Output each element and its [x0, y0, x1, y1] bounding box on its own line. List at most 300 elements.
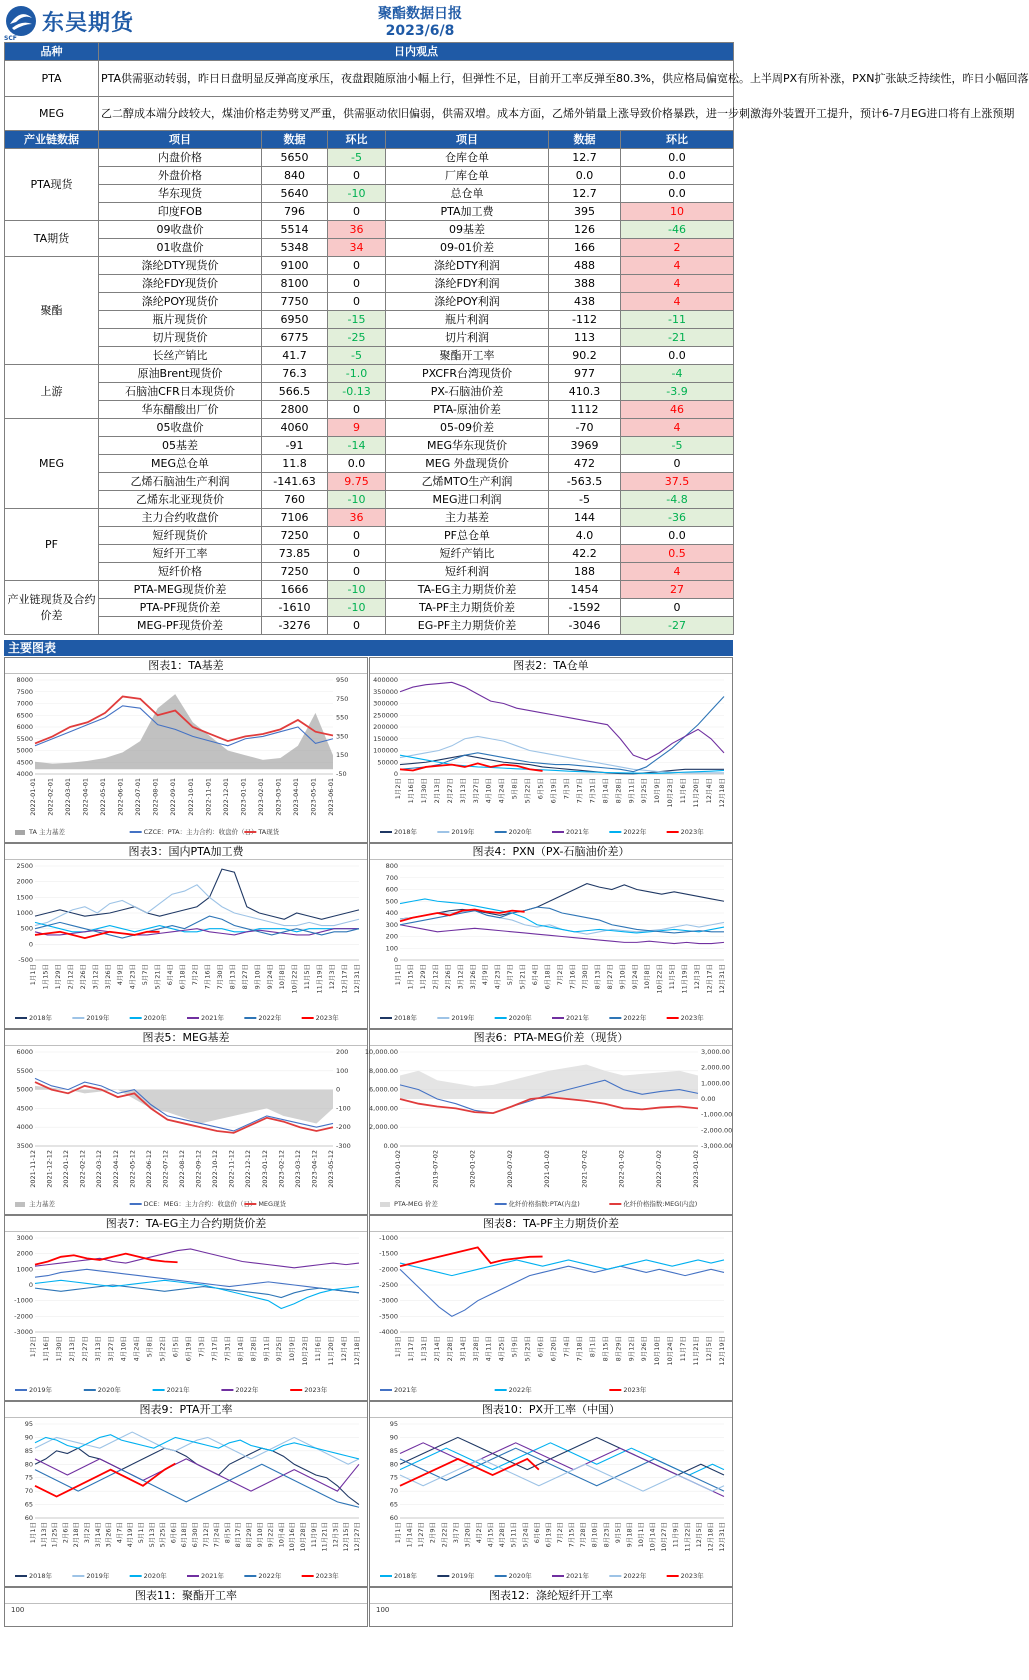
- y2-tick-label: 950: [336, 676, 349, 684]
- y-tick-label: 70: [389, 1487, 398, 1496]
- value-cell: 2800: [262, 401, 328, 419]
- item-cell: 涤纶FDY利润: [386, 275, 549, 293]
- item-cell: 短纤利润: [386, 563, 549, 581]
- chart-panel: [4, 843, 368, 1029]
- value-cell: 6775: [262, 329, 328, 347]
- x-tick-label: 6月4日: [531, 964, 540, 986]
- y2-tick-label: 550: [336, 713, 349, 722]
- x-tick-label: 2023-05-12: [327, 1150, 335, 1188]
- item-cell: 华东醋酸出厂价: [99, 401, 262, 419]
- change-cell: 27: [621, 581, 734, 599]
- change-cell: 4: [621, 275, 734, 293]
- x-tick-label: 2月9日: [428, 1522, 437, 1544]
- series-line: [400, 682, 724, 760]
- y-tick-label: 85: [24, 1446, 33, 1455]
- group-name: MEG: [5, 419, 99, 509]
- table-row: [5, 545, 734, 563]
- x-tick-label: 7月16日: [568, 964, 577, 990]
- value-cell: 7750: [262, 293, 328, 311]
- x-tick-label: 6月6日: [169, 1522, 178, 1544]
- y-tick-label: 60: [24, 1514, 33, 1522]
- x-tick-label: 8月5日: [223, 1522, 232, 1544]
- item-cell: PX-石脑油价差: [386, 383, 549, 401]
- chart-svg: [5, 674, 367, 842]
- y-tick-label: 4500: [16, 758, 33, 767]
- chart-title: 图表9：PTA开工率: [5, 1402, 367, 1418]
- x-tick-label: 4月25日: [497, 1336, 506, 1362]
- legend-label: 2021年: [201, 1014, 225, 1022]
- y-tick-label: 600: [385, 885, 398, 894]
- item-cell: 乙烯石脑油生产利润: [99, 473, 262, 491]
- x-tick-label: 2023-01-02: [692, 1150, 700, 1188]
- y-tick-label: 80: [24, 1460, 33, 1469]
- x-tick-label: 7月2日: [556, 1522, 564, 1544]
- x-tick-label: 6月20日: [549, 1336, 558, 1362]
- x-tick-label: 9月11日: [262, 1336, 271, 1362]
- y-tick-label: 95: [389, 1420, 398, 1428]
- section-title: 主要图表: [4, 640, 733, 656]
- x-tick-label: 7月30日: [580, 964, 589, 990]
- value-cell: 566.5: [262, 383, 328, 401]
- item-cell: 09收盘价: [99, 221, 262, 239]
- value-cell: 1454: [549, 581, 621, 599]
- y-tick-label: 4500: [16, 1104, 33, 1113]
- table-row: [5, 419, 734, 437]
- x-tick-label: 3月27日: [106, 1336, 115, 1362]
- y-tick-label: 75: [24, 1473, 33, 1482]
- x-tick-label: 8月1日: [588, 1336, 597, 1358]
- value-cell: 7250: [262, 527, 328, 545]
- x-tick-label: 7月31日: [223, 1336, 232, 1362]
- legend-label: 2021年: [566, 1572, 590, 1580]
- x-tick-label: 2022-11-01: [204, 778, 213, 816]
- x-tick-label: 11月9日: [309, 1522, 318, 1548]
- change-cell: 4: [621, 563, 734, 581]
- x-tick-label: 3月2日: [83, 1522, 91, 1544]
- chart-svg: [5, 1418, 367, 1586]
- chart-svg: [5, 860, 367, 1028]
- y-tick-label: -2500: [379, 1281, 398, 1289]
- legend-label: 2023年: [680, 1572, 704, 1580]
- chart-panel: [369, 657, 733, 843]
- y-tick-label: 90: [389, 1433, 398, 1442]
- value-cell: 41.7: [262, 347, 328, 365]
- x-tick-label: 2月26日: [78, 964, 87, 990]
- x-tick-label: 4月28日: [498, 1522, 507, 1548]
- item-cell: MEG华东现货价: [386, 437, 549, 455]
- change-cell: -25: [328, 329, 386, 347]
- item-cell: 涤纶DTY利润: [386, 257, 549, 275]
- value-cell: 73.85: [262, 545, 328, 563]
- x-tick-label: 2023-06-01: [327, 778, 335, 816]
- change-cell: 4: [621, 293, 734, 311]
- x-tick-label: 1月15日: [406, 964, 415, 990]
- value-cell: 12.7: [549, 185, 621, 203]
- x-tick-label: 9月25日: [640, 778, 649, 804]
- y-tick-label: 5500: [16, 1066, 33, 1075]
- x-tick-label: 11月22日: [683, 1522, 692, 1552]
- item-cell: 原油Brent现货价: [99, 365, 262, 383]
- x-tick-label: 7月24日: [212, 1522, 221, 1548]
- x-tick-label: 1月14日: [405, 1522, 414, 1548]
- change-cell: -10: [328, 581, 386, 599]
- change-cell: -15: [328, 311, 386, 329]
- series-line: [35, 1280, 359, 1308]
- x-tick-label: 6月5日: [536, 778, 545, 800]
- x-tick-label: 2022-05-01: [99, 778, 108, 816]
- x-tick-label: 12月31日: [718, 964, 726, 994]
- change-cell: 2: [621, 239, 734, 257]
- x-tick-label: 8月15日: [601, 1336, 610, 1362]
- x-tick-label: 2022-11-12: [227, 1150, 236, 1188]
- x-tick-label: 12月31日: [353, 964, 361, 994]
- legend-label: 2023年: [680, 828, 704, 836]
- x-tick-label: 11月21日: [320, 1522, 329, 1552]
- x-tick-label: 1月2日: [394, 778, 402, 800]
- y-tick-label: 100: [385, 944, 398, 953]
- legend-label: 2019年: [86, 1014, 110, 1022]
- x-tick-label: 5月21日: [518, 964, 527, 990]
- value-cell: 5514: [262, 221, 328, 239]
- series-line: [35, 922, 359, 931]
- y-tick-label: -4000: [379, 1328, 398, 1336]
- x-tick-label: 12月3日: [331, 1522, 340, 1548]
- legend-label: 2018年: [394, 1014, 418, 1022]
- x-tick-label: 8月13日: [228, 964, 237, 990]
- x-tick-label: 7月17日: [575, 778, 584, 804]
- y2-tick-label: 100: [336, 1066, 349, 1075]
- item-cell: 09-01价差: [386, 239, 549, 257]
- x-tick-label: 9月24日: [265, 964, 274, 990]
- y2-tick-label: 750: [336, 694, 349, 703]
- col-header: 数据: [262, 131, 328, 149]
- x-tick-label: 6月4日: [166, 964, 175, 986]
- legend-label: 2021年: [394, 1386, 418, 1394]
- group-name: 产业链现货及合约价差: [5, 581, 99, 635]
- x-tick-label: 9月18日: [625, 1522, 634, 1548]
- x-tick-label: 2月26日: [443, 964, 452, 990]
- legend-label: 主力基差: [29, 1200, 55, 1208]
- x-tick-label: 2022-10-01: [186, 778, 195, 816]
- y-tick-label: -500: [18, 956, 33, 964]
- table-row: [5, 239, 734, 257]
- legend-label: TA 主力基差: [29, 828, 65, 836]
- x-tick-label: 1月3日: [394, 1336, 402, 1358]
- value-cell: -1592: [549, 599, 621, 617]
- x-tick-label: 3月26日: [103, 964, 112, 990]
- y-tick-label: 100: [11, 1606, 25, 1614]
- change-cell: -0.13: [328, 383, 386, 401]
- item-cell: 长丝产销比: [99, 347, 262, 365]
- x-tick-label: 2021-07-02: [580, 1150, 589, 1188]
- x-tick-label: 2022-12-12: [244, 1150, 253, 1188]
- item-cell: 石脑油CFR日本现货价: [99, 383, 262, 401]
- x-tick-label: 2019-01-02: [394, 1150, 402, 1188]
- y-tick-label: 300000: [373, 699, 398, 708]
- x-tick-label: 10月9日: [288, 1336, 297, 1362]
- x-tick-label: 10月16日: [288, 1522, 297, 1552]
- x-tick-label: 8月27日: [240, 964, 249, 990]
- item-cell: 切片现货价: [99, 329, 262, 347]
- change-cell: 9.75: [328, 473, 386, 491]
- value-cell: 5650: [262, 149, 328, 167]
- table-row: [5, 149, 734, 167]
- x-tick-label: 11月5日: [303, 964, 312, 990]
- chart-svg: [370, 1232, 732, 1400]
- x-tick-label: 12月4日: [705, 778, 714, 804]
- y-tick-label: 6000: [16, 1048, 33, 1056]
- change-cell: 0: [328, 257, 386, 275]
- x-tick-label: 2020-01-02: [468, 1150, 477, 1188]
- x-tick-label: 7月16日: [203, 964, 212, 990]
- x-tick-label: 5月7日: [141, 964, 150, 986]
- legend-label: 2022年: [623, 1572, 647, 1580]
- chart-panel: [369, 843, 733, 1029]
- x-tick-label: 2021-01-02: [543, 1150, 551, 1188]
- x-tick-label: 5月13日: [147, 1522, 156, 1548]
- item-cell: PF总仓单: [386, 527, 549, 545]
- y-tick-label: 4000: [16, 770, 33, 778]
- chart-panel: [4, 1215, 368, 1401]
- x-tick-label: 2023-03-01: [274, 778, 283, 816]
- x-tick-label: 3月27日: [471, 778, 480, 804]
- y-tick-label: 70: [24, 1487, 33, 1496]
- y-tick-label: 6500: [16, 711, 33, 720]
- legend-label: 2023年: [680, 1014, 704, 1022]
- value-cell: 1666: [262, 581, 328, 599]
- x-tick-label: 3月7日: [451, 1522, 460, 1544]
- x-tick-label: 5月22日: [158, 1336, 167, 1362]
- x-tick-label: 7月15日: [567, 1522, 576, 1548]
- y-tick-label: 0: [28, 1281, 33, 1289]
- y-tick-label: -3000: [379, 1296, 398, 1305]
- change-cell: -5: [328, 347, 386, 365]
- value-cell: 1112: [549, 401, 621, 419]
- y2-tick-label: 350: [336, 732, 349, 741]
- x-tick-label: 9月5日: [613, 1522, 622, 1544]
- x-tick-label: 1月29日: [418, 964, 427, 990]
- x-tick-label: 8月29日: [614, 1336, 623, 1362]
- x-tick-label: 6月19日: [549, 778, 558, 804]
- item-cell: PTA-PF现货价差: [99, 599, 262, 617]
- x-tick-label: 2022-08-01: [151, 778, 160, 816]
- x-tick-label: 1月1日: [394, 964, 402, 986]
- x-tick-label: 2022-10-12: [211, 1150, 220, 1188]
- x-tick-label: 9月10日: [253, 964, 262, 990]
- y2-tick-label: 0: [336, 1085, 341, 1094]
- x-tick-label: 3月20日: [463, 1522, 472, 1548]
- x-tick-label: 2022-02-12: [78, 1150, 87, 1188]
- view-name-meg: MEG: [5, 97, 99, 131]
- variety-header: 品种: [5, 43, 99, 61]
- change-cell: 10: [621, 203, 734, 221]
- x-tick-label: 3月13日: [93, 1336, 102, 1362]
- change-cell: 0: [328, 401, 386, 419]
- y-tick-label: -3500: [379, 1312, 398, 1321]
- x-tick-label: 1月29日: [53, 964, 62, 990]
- series-line: [400, 1266, 724, 1316]
- change-cell: -11: [621, 311, 734, 329]
- series-line: [35, 1435, 359, 1459]
- x-tick-label: 2020-07-02: [505, 1150, 514, 1188]
- series-line: [35, 1464, 359, 1507]
- change-cell: 36: [328, 509, 386, 527]
- series-area: [35, 1086, 333, 1124]
- legend-label: 2020年: [508, 1572, 532, 1580]
- y-tick-label: 2000: [16, 877, 33, 886]
- legend-label: 2019年: [451, 828, 475, 836]
- change-cell: -5: [621, 437, 734, 455]
- x-tick-label: 12月27日: [353, 1522, 361, 1552]
- legend-label: 化纤价格指数:PTA(内盘): [508, 1200, 580, 1208]
- x-tick-label: 5月22日: [523, 778, 532, 804]
- x-tick-label: 10月27日: [660, 1522, 669, 1552]
- value-cell: 188: [549, 563, 621, 581]
- item-cell: PXCFR台湾现货价: [386, 365, 549, 383]
- x-tick-label: 10月22日: [290, 964, 299, 994]
- x-tick-label: 7月4日: [562, 1336, 571, 1358]
- legend-label: 2020年: [508, 828, 532, 836]
- y2-tick-label: -100: [336, 1104, 351, 1113]
- item-cell: 乙烯东北亚现货价: [99, 491, 262, 509]
- x-tick-label: 10月8日: [643, 964, 652, 990]
- series-line: [35, 885, 359, 926]
- value-cell: -91: [262, 437, 328, 455]
- y-tick-label: 5500: [16, 734, 33, 743]
- x-tick-label: 6月19日: [544, 1522, 553, 1548]
- x-tick-label: 11月21日: [692, 1336, 701, 1366]
- value-cell: 840: [262, 167, 328, 185]
- y2-tick-label: -300: [336, 1142, 351, 1150]
- x-tick-label: 4月10日: [119, 1336, 128, 1362]
- y-tick-label: 100: [376, 1606, 390, 1614]
- change-cell: -3.9: [621, 383, 734, 401]
- y-tick-label: 4000: [16, 1123, 33, 1132]
- x-tick-label: 9月11日: [627, 778, 636, 804]
- y-tick-label: 7500: [16, 687, 33, 696]
- legend-label: 2021年: [166, 1386, 190, 1394]
- y-tick-label: 500: [20, 924, 33, 933]
- x-tick-label: 1月1日: [394, 1522, 402, 1544]
- x-tick-label: 2022-12-01: [221, 778, 230, 816]
- series-line: [400, 1097, 698, 1113]
- item-cell: TA-EG主力期货价差: [386, 581, 549, 599]
- x-tick-label: 11月19日: [315, 964, 324, 994]
- y2-tick-label: -3,000.00: [701, 1142, 733, 1150]
- x-tick-label: 1月13日: [39, 1522, 48, 1548]
- x-tick-label: 2023-03-12: [293, 1150, 302, 1188]
- y-tick-label: 2000: [16, 1249, 33, 1258]
- x-tick-label: 2023-01-12: [260, 1150, 269, 1188]
- y-tick-label: 10,000.00: [364, 1048, 398, 1056]
- value-cell: -5: [549, 491, 621, 509]
- x-tick-label: 2022-04-01: [81, 778, 90, 816]
- group-name: 聚酯: [5, 257, 99, 365]
- table-row: [5, 473, 734, 491]
- table-row: [5, 617, 734, 635]
- legend-label: 2023年: [315, 1572, 339, 1580]
- item-cell: 涤纶POY现货价: [99, 293, 262, 311]
- x-tick-label: 3月28日: [471, 1336, 480, 1362]
- x-tick-label: 2023-04-12: [310, 1150, 319, 1188]
- x-tick-label: 1月27日: [417, 1522, 426, 1548]
- chart-title: 图表5：MEG基差: [5, 1030, 367, 1046]
- x-tick-label: 6月6日: [532, 1522, 541, 1544]
- value-cell: 113: [549, 329, 621, 347]
- x-tick-label: 2022-07-02: [654, 1150, 663, 1188]
- x-tick-label: 7月28日: [579, 1522, 588, 1548]
- table-row: [5, 311, 734, 329]
- x-tick-label: 2022-02-01: [46, 778, 55, 816]
- x-tick-label: 5月8日: [510, 778, 519, 800]
- change-cell: -10: [328, 599, 386, 617]
- y-tick-label: 4,000.00: [369, 1104, 398, 1113]
- report-title-text: 聚酯数据日报: [378, 6, 462, 22]
- item-cell: 01收盘价: [99, 239, 262, 257]
- chart-title: 图表12：涤纶短纤开工率: [370, 1588, 732, 1604]
- y2-tick-label: -1,000.00: [701, 1110, 733, 1119]
- legend-label: 2021年: [566, 828, 590, 836]
- y-tick-label: 65: [24, 1500, 33, 1509]
- x-tick-label: 10月23日: [666, 778, 675, 808]
- table-row: [5, 455, 734, 473]
- x-tick-label: 8月28日: [614, 778, 623, 804]
- change-cell: -27: [621, 617, 734, 635]
- x-tick-label: 2021-11-12: [29, 1150, 37, 1188]
- x-tick-label: 8月27日: [605, 964, 614, 990]
- x-tick-label: 1月17日: [406, 1336, 415, 1362]
- x-tick-label: 12月3日: [328, 964, 337, 990]
- y-tick-label: 2,000.00: [369, 1123, 398, 1132]
- x-tick-label: 9月26日: [640, 1336, 649, 1362]
- x-tick-label: 12月5日: [705, 1336, 714, 1362]
- view-text-pta: PTA供需驱动转弱，昨日日盘明显反弹高度承压，夜盘跟随原油小幅上行，但弹性不足，目前开工率反弹至80.3%，供应格局偏宽松。上半周PX有所补涨，PXN扩张缺乏持续性，昨日小幅回落: [99, 61, 734, 97]
- value-cell: 7250: [262, 563, 328, 581]
- y2-tick-label: -200: [336, 1123, 351, 1132]
- change-cell: 0.0: [621, 347, 734, 365]
- x-tick-label: 2022-08-12: [178, 1150, 186, 1188]
- x-tick-label: 9月24日: [630, 964, 639, 990]
- x-tick-label: 7月12日: [201, 1522, 210, 1548]
- y2-tick-label: 2,000.00: [701, 1063, 730, 1072]
- change-cell: 0: [328, 167, 386, 185]
- x-tick-label: 8月28日: [249, 1336, 258, 1362]
- change-cell: -5: [328, 149, 386, 167]
- value-cell: -1610: [262, 599, 328, 617]
- item-cell: 内盘价格: [99, 149, 262, 167]
- x-tick-label: 11月9日: [671, 1522, 680, 1548]
- value-cell: 76.3: [262, 365, 328, 383]
- col-header: 数据: [549, 131, 621, 149]
- item-cell: 主力合约收盘价: [99, 509, 262, 527]
- chart-panel: [369, 1401, 733, 1587]
- legend-label: 2020年: [143, 1014, 167, 1022]
- x-tick-label: 2022-09-12: [194, 1150, 203, 1188]
- x-tick-label: 10月8日: [278, 964, 287, 990]
- x-tick-label: 11月20日: [692, 778, 701, 808]
- item-cell: 主力基差: [386, 509, 549, 527]
- item-cell: 短纤价格: [99, 563, 262, 581]
- x-tick-label: 8月29日: [245, 1522, 253, 1548]
- value-cell: 12.7: [549, 149, 621, 167]
- x-tick-label: 10月24日: [666, 1336, 675, 1366]
- change-cell: -21: [621, 329, 734, 347]
- x-tick-label: 5月24日: [521, 1522, 530, 1548]
- x-tick-label: 2019-07-02: [431, 1150, 440, 1188]
- y-tick-label: 200000: [373, 723, 398, 731]
- value-cell: 977: [549, 365, 621, 383]
- x-tick-label: 5月8日: [145, 1336, 154, 1358]
